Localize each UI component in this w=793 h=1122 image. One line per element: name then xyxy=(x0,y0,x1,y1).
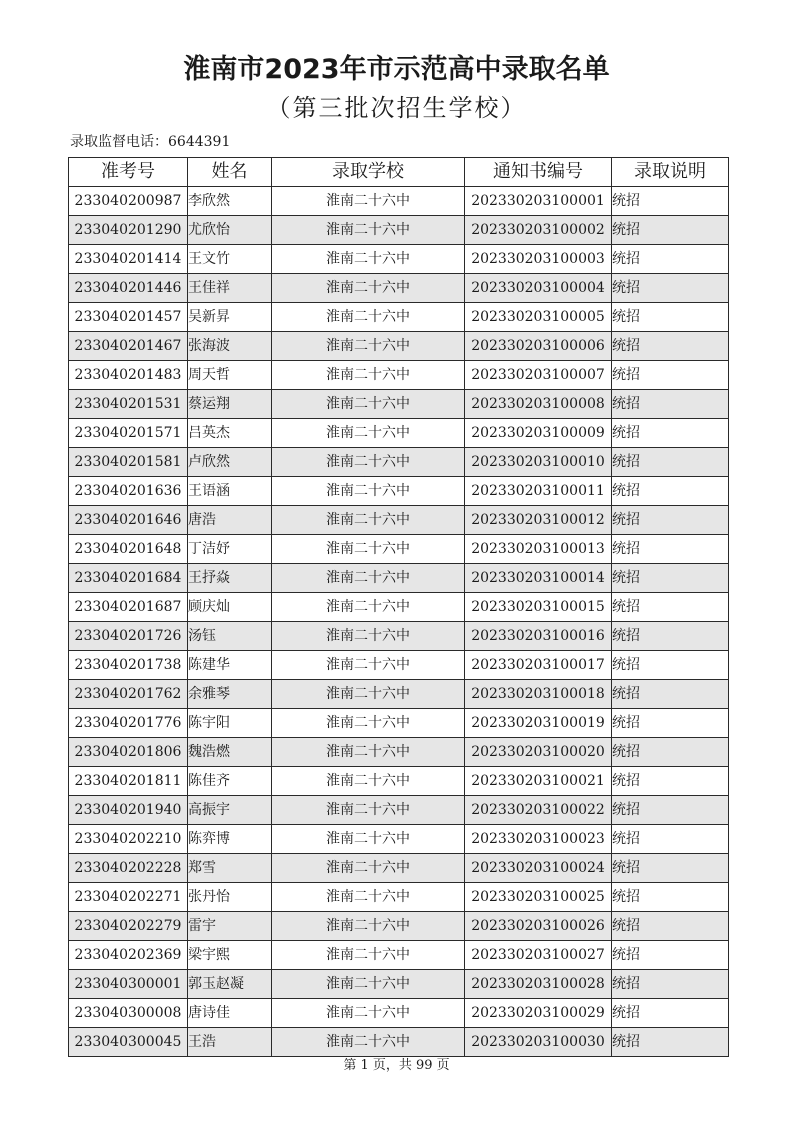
document-title: 淮南市2023年市示范高中录取名单 xyxy=(183,54,610,85)
notice-number-cell: 202330203100028 xyxy=(465,970,612,999)
student-name-cell: 蔡运翔 xyxy=(188,390,272,419)
student-name-cell: 张海波 xyxy=(188,332,272,361)
admission-note-cell: 统招 xyxy=(612,1028,729,1057)
table-row xyxy=(69,912,729,941)
notice-number-cell: 202330203100004 xyxy=(465,274,612,303)
admission-note-cell: 统招 xyxy=(612,274,729,303)
table-row xyxy=(69,303,729,332)
school-cell: 淮南二十六中 xyxy=(272,854,465,883)
notice-number-cell: 202330203100003 xyxy=(465,245,612,274)
exam-number-cell: 233040201726 xyxy=(69,622,188,651)
notice-number-cell: 202330203100005 xyxy=(465,303,612,332)
exam-number-cell: 233040201467 xyxy=(69,332,188,361)
admission-note-cell: 统招 xyxy=(612,535,729,564)
school-cell: 淮南二十六中 xyxy=(272,941,465,970)
notice-number-cell: 202330203100008 xyxy=(465,390,612,419)
table-body xyxy=(69,187,729,1057)
notice-number-cell: 202330203100029 xyxy=(465,999,612,1028)
table-row xyxy=(69,506,729,535)
student-name-cell: 王语涵 xyxy=(188,477,272,506)
notice-number-cell: 202330203100012 xyxy=(465,506,612,535)
student-name-cell: 陈弈博 xyxy=(188,825,272,854)
col-header-admission-note: 录取说明 xyxy=(612,158,729,187)
table-row xyxy=(69,767,729,796)
school-cell: 淮南二十六中 xyxy=(272,651,465,680)
col-header-school: 录取学校 xyxy=(272,158,465,187)
table-row xyxy=(69,854,729,883)
admission-note-cell: 统招 xyxy=(612,912,729,941)
exam-number-cell: 233040201811 xyxy=(69,767,188,796)
admission-note-cell: 统招 xyxy=(612,187,729,216)
exam-number-cell: 233040300045 xyxy=(69,1028,188,1057)
notice-number-cell: 202330203100019 xyxy=(465,709,612,738)
school-cell: 淮南二十六中 xyxy=(272,680,465,709)
exam-number-cell: 233040201762 xyxy=(69,680,188,709)
school-cell: 淮南二十六中 xyxy=(272,1028,465,1057)
admission-note-cell: 统招 xyxy=(612,332,729,361)
admission-note-cell: 统招 xyxy=(612,477,729,506)
admission-note-cell: 统招 xyxy=(612,738,729,767)
exam-number-cell: 233040202279 xyxy=(69,912,188,941)
student-name-cell: 尤欣怡 xyxy=(188,216,272,245)
student-name-cell: 王抒焱 xyxy=(188,564,272,593)
exam-number-cell: 233040201776 xyxy=(69,709,188,738)
admission-note-cell: 统招 xyxy=(612,506,729,535)
school-cell: 淮南二十六中 xyxy=(272,274,465,303)
table-row xyxy=(69,796,729,825)
exam-number-cell: 233040300001 xyxy=(69,970,188,999)
notice-number-cell: 202330203100021 xyxy=(465,767,612,796)
admission-note-cell: 统招 xyxy=(612,303,729,332)
school-cell: 淮南二十六中 xyxy=(272,245,465,274)
student-name-cell: 吕英杰 xyxy=(188,419,272,448)
exam-number-cell: 233040200987 xyxy=(69,187,188,216)
student-name-cell: 吴新昇 xyxy=(188,303,272,332)
admission-note-cell: 统招 xyxy=(612,941,729,970)
col-header-name: 姓名 xyxy=(188,158,272,187)
school-cell: 淮南二十六中 xyxy=(272,506,465,535)
table-row xyxy=(69,274,729,303)
notice-number-cell: 202330203100024 xyxy=(465,854,612,883)
table-header xyxy=(69,158,729,187)
exam-number-cell: 233040201571 xyxy=(69,419,188,448)
exam-number-cell: 233040201446 xyxy=(69,274,188,303)
exam-number-cell: 233040201940 xyxy=(69,796,188,825)
admission-note-cell: 统招 xyxy=(612,216,729,245)
page-indicator: 第 1 页，共 99 页 xyxy=(343,1058,450,1073)
table-row xyxy=(69,390,729,419)
admission-note-cell: 统招 xyxy=(612,854,729,883)
student-name-cell: 顾庆灿 xyxy=(188,593,272,622)
table-row xyxy=(69,564,729,593)
admission-note-cell: 统招 xyxy=(612,419,729,448)
student-name-cell: 周天哲 xyxy=(188,361,272,390)
school-cell: 淮南二十六中 xyxy=(272,767,465,796)
admission-note-cell: 统招 xyxy=(612,651,729,680)
school-cell: 淮南二十六中 xyxy=(272,999,465,1028)
document-subtitle: （第三批次招生学校） xyxy=(266,94,527,122)
table-row xyxy=(69,999,729,1028)
table-row xyxy=(69,535,729,564)
student-name-cell: 陈建华 xyxy=(188,651,272,680)
admission-note-cell: 统招 xyxy=(612,622,729,651)
student-name-cell: 陈宇阳 xyxy=(188,709,272,738)
notice-number-cell: 202330203100023 xyxy=(465,825,612,854)
exam-number-cell: 233040201414 xyxy=(69,245,188,274)
notice-number-cell: 202330203100014 xyxy=(465,564,612,593)
table-row xyxy=(69,361,729,390)
student-name-cell: 郑雪 xyxy=(188,854,272,883)
school-cell: 淮南二十六中 xyxy=(272,883,465,912)
admission-note-cell: 统招 xyxy=(612,883,729,912)
table-row xyxy=(69,738,729,767)
admission-note-cell: 统招 xyxy=(612,593,729,622)
exam-number-cell: 233040201457 xyxy=(69,303,188,332)
student-name-cell: 李欣然 xyxy=(188,187,272,216)
student-name-cell: 王佳祥 xyxy=(188,274,272,303)
student-name-cell: 唐浩 xyxy=(188,506,272,535)
student-name-cell: 王文竹 xyxy=(188,245,272,274)
exam-number-cell: 233040201483 xyxy=(69,361,188,390)
student-name-cell: 郭玉赵凝 xyxy=(188,970,272,999)
notice-number-cell: 202330203100026 xyxy=(465,912,612,941)
table-row xyxy=(69,970,729,999)
student-name-cell: 王浩 xyxy=(188,1028,272,1057)
table-row xyxy=(69,622,729,651)
col-header-notice-number: 通知书编号 xyxy=(465,158,612,187)
student-name-cell: 雷宇 xyxy=(188,912,272,941)
notice-number-cell: 202330203100002 xyxy=(465,216,612,245)
student-name-cell: 卢欣然 xyxy=(188,448,272,477)
table-row xyxy=(69,651,729,680)
notice-number-cell: 202330203100001 xyxy=(465,187,612,216)
notice-number-cell: 202330203100025 xyxy=(465,883,612,912)
school-cell: 淮南二十六中 xyxy=(272,593,465,622)
admission-note-cell: 统招 xyxy=(612,390,729,419)
exam-number-cell: 233040202228 xyxy=(69,854,188,883)
exam-number-cell: 233040202210 xyxy=(69,825,188,854)
school-cell: 淮南二十六中 xyxy=(272,622,465,651)
table-row xyxy=(69,680,729,709)
notice-number-cell: 202330203100015 xyxy=(465,593,612,622)
school-cell: 淮南二十六中 xyxy=(272,477,465,506)
school-cell: 淮南二十六中 xyxy=(272,970,465,999)
table-row xyxy=(69,448,729,477)
table-row xyxy=(69,332,729,361)
school-cell: 淮南二十六中 xyxy=(272,796,465,825)
admission-note-cell: 统招 xyxy=(612,448,729,477)
school-cell: 淮南二十六中 xyxy=(272,216,465,245)
exam-number-cell: 233040300008 xyxy=(69,999,188,1028)
header-row xyxy=(69,158,729,187)
school-cell: 淮南二十六中 xyxy=(272,187,465,216)
student-name-cell: 魏浩燃 xyxy=(188,738,272,767)
admission-note-cell: 统招 xyxy=(612,825,729,854)
col-header-exam-number: 准考号 xyxy=(69,158,188,187)
exam-number-cell: 233040201646 xyxy=(69,506,188,535)
admission-note-cell: 统招 xyxy=(612,245,729,274)
school-cell: 淮南二十六中 xyxy=(272,738,465,767)
notice-number-cell: 202330203100009 xyxy=(465,419,612,448)
school-cell: 淮南二十六中 xyxy=(272,448,465,477)
table-row xyxy=(69,216,729,245)
school-cell: 淮南二十六中 xyxy=(272,361,465,390)
notice-number-cell: 202330203100013 xyxy=(465,535,612,564)
table-row xyxy=(69,187,729,216)
notice-number-cell: 202330203100010 xyxy=(465,448,612,477)
student-name-cell: 梁宇熙 xyxy=(188,941,272,970)
exam-number-cell: 233040201581 xyxy=(69,448,188,477)
table-row xyxy=(69,477,729,506)
school-cell: 淮南二十六中 xyxy=(272,390,465,419)
admission-note-cell: 统招 xyxy=(612,680,729,709)
table-row xyxy=(69,419,729,448)
table-row xyxy=(69,709,729,738)
admission-note-cell: 统招 xyxy=(612,564,729,593)
school-cell: 淮南二十六中 xyxy=(272,332,465,361)
school-cell: 淮南二十六中 xyxy=(272,303,465,332)
school-cell: 淮南二十六中 xyxy=(272,825,465,854)
table-row xyxy=(69,825,729,854)
student-name-cell: 唐诗佳 xyxy=(188,999,272,1028)
student-name-cell: 高振宇 xyxy=(188,796,272,825)
notice-number-cell: 202330203100017 xyxy=(465,651,612,680)
supervision-hotline: 录取监督电话：6644391 xyxy=(70,134,231,150)
exam-number-cell: 233040201687 xyxy=(69,593,188,622)
admission-note-cell: 统招 xyxy=(612,709,729,738)
exam-number-cell: 233040201290 xyxy=(69,216,188,245)
student-name-cell: 丁洁妤 xyxy=(188,535,272,564)
table-row xyxy=(69,593,729,622)
notice-number-cell: 202330203100016 xyxy=(465,622,612,651)
school-cell: 淮南二十六中 xyxy=(272,535,465,564)
exam-number-cell: 233040201806 xyxy=(69,738,188,767)
notice-number-cell: 202330203100030 xyxy=(465,1028,612,1057)
admission-note-cell: 统招 xyxy=(612,796,729,825)
notice-number-cell: 202330203100027 xyxy=(465,941,612,970)
table-row xyxy=(69,1028,729,1057)
notice-number-cell: 202330203100022 xyxy=(465,796,612,825)
exam-number-cell: 233040201636 xyxy=(69,477,188,506)
exam-number-cell: 233040201738 xyxy=(69,651,188,680)
school-cell: 淮南二十六中 xyxy=(272,564,465,593)
admission-note-cell: 统招 xyxy=(612,970,729,999)
school-cell: 淮南二十六中 xyxy=(272,912,465,941)
student-name-cell: 陈佳齐 xyxy=(188,767,272,796)
notice-number-cell: 202330203100007 xyxy=(465,361,612,390)
student-name-cell: 张丹怡 xyxy=(188,883,272,912)
student-name-cell: 汤钰 xyxy=(188,622,272,651)
admission-note-cell: 统招 xyxy=(612,999,729,1028)
notice-number-cell: 202330203100011 xyxy=(465,477,612,506)
notice-number-cell: 202330203100006 xyxy=(465,332,612,361)
exam-number-cell: 233040202271 xyxy=(69,883,188,912)
exam-number-cell: 233040201684 xyxy=(69,564,188,593)
exam-number-cell: 233040202369 xyxy=(69,941,188,970)
notice-number-cell: 202330203100020 xyxy=(465,738,612,767)
student-name-cell: 余雅琴 xyxy=(188,680,272,709)
table-row xyxy=(69,245,729,274)
school-cell: 淮南二十六中 xyxy=(272,419,465,448)
admission-table xyxy=(68,157,729,1057)
admission-note-cell: 统招 xyxy=(612,361,729,390)
exam-number-cell: 233040201648 xyxy=(69,535,188,564)
admission-note-cell: 统招 xyxy=(612,767,729,796)
exam-number-cell: 233040201531 xyxy=(69,390,188,419)
school-cell: 淮南二十六中 xyxy=(272,709,465,738)
notice-number-cell: 202330203100018 xyxy=(465,680,612,709)
table-row xyxy=(69,941,729,970)
table-row xyxy=(69,883,729,912)
